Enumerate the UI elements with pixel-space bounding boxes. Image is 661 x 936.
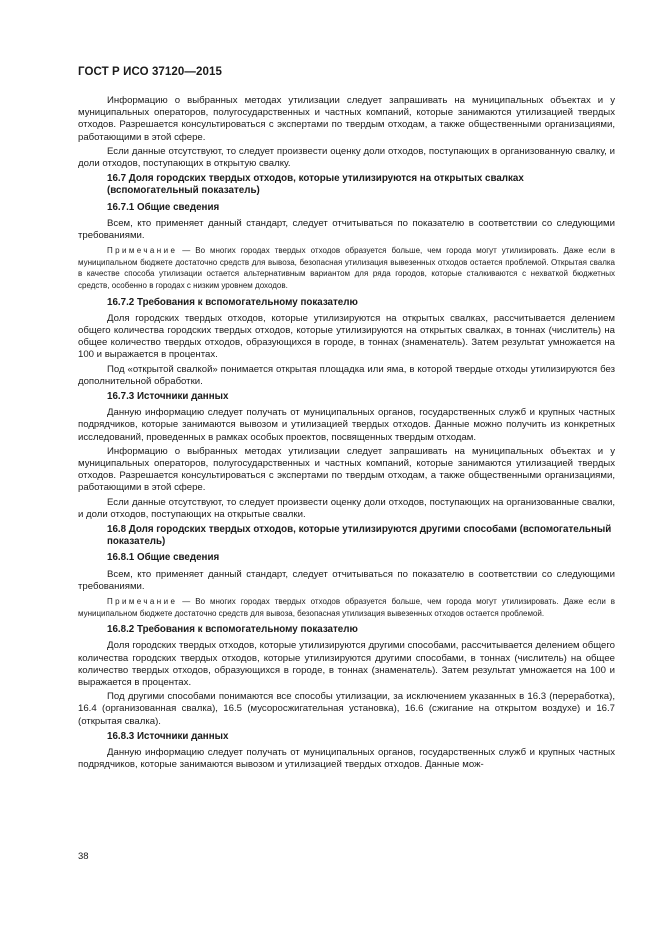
section-heading: 16.7.2 Требования к вспомогательному показателю xyxy=(107,296,358,308)
document-header: ГОСТ Р ИСО 37120—2015 xyxy=(78,66,223,78)
body-paragraph: Доля городских твердых отходов, которые утилизируются на открытых свалках, рассчитывается делением общего количества городских твердых отходов, которые утилизируются на открытых свалках, в тоннах (числитель) на общее количество твердых отходов, образующихся в городе, в тоннах (знаменатель). Затем результат умножается на 100 и выражается в процентах. xyxy=(78,312,615,361)
section-heading: 16.7.3 Источники данных xyxy=(107,391,229,403)
note-text: — Во многих городах твердых отходов образуется больше, чем города могут утилизировать. Даже если в муниципальном бюджете достаточно средств для вывоза, безопасная утилизация вывезенных отходов остается проблемой. xyxy=(78,597,615,618)
section-heading: 16.8.1 Общие сведения xyxy=(107,552,220,564)
note-label: Примечание xyxy=(107,246,178,256)
body-paragraph: Доля городских твердых отходов, которые утилизируются другими способами, рассчитывается делением общего количества городских твердых отходов, которые утилизируются другими способами, в тоннах (числитель) на общее количество твердых отходов, образующихся в городе, в тоннах (знаменатель). Затем результат умножается на 100 и выражается в процентах. xyxy=(78,640,615,689)
section-heading: 16.8 Доля городских твердых отходов, которые утилизируются другими способами (вспомогательный показатель) xyxy=(107,524,612,548)
note-paragraph xyxy=(78,596,615,619)
section-heading: 16.8.2 Требования к вспомогательному показателю xyxy=(107,624,358,636)
page-number: 38 xyxy=(78,851,89,862)
note-text: — Во многих городах твердых отходов образуется больше, чем города могут утилизировать. Даже если в муниципальном бюджете достаточно средств для вывоза, безопасная утилизация вывезенных отходов остается проблемой. Открытая свалка в качестве способа утилизации остается альтернативным вариантом для ряда городов, которые сталкиваются с нехваткой бюджетных средств, особенно в городах с низким уровнем доходов. xyxy=(78,246,615,291)
body-paragraph: Информацию о выбранных методах утилизации следует запрашивать на муниципальных объектах и у муниципальных операторов, полугосударственных и частных компаний, которые занимаются утилизацией твердых отходов. Разрешается консультироваться с экспертами по твердым отходам, а также общественными организациями, работающими в этой сфере. xyxy=(78,95,615,143)
section-heading: 16.8.3 Источники данных xyxy=(107,730,229,742)
body-paragraph: Если данные отсутствуют, то следует произвести оценку доли отходов, поступающих в организованную свалку, и доли отходов, поступающих в открытую свалку. xyxy=(78,145,615,170)
body-paragraph: Данную информацию следует получать от муниципальных органов, государственных служб и крупных частных подрядчиков, которые занимаются вывозом и утилизацией твердых отходов. Данные мож- xyxy=(78,747,615,771)
note-label: Примечание xyxy=(107,597,178,607)
section-heading: 16.7.1 Общие сведения xyxy=(107,201,220,213)
note-paragraph xyxy=(78,245,615,291)
document-body xyxy=(78,95,615,774)
body-paragraph: Если данные отсутствуют, то следует произвести оценку доли отходов, поступающих на организованные свалки, и доли отходов, поступающих на открытые свалки. xyxy=(78,496,615,520)
body-paragraph: Всем, кто применяет данный стандарт, следует отчитываться по показателю в соответствии со следующими требованиями. xyxy=(78,217,615,242)
body-paragraph: Всем, кто применяет данный стандарт, следует отчитываться по показателю в соответствии со следующими требованиями. xyxy=(78,568,615,592)
body-paragraph: Данную информацию следует получать от муниципальных органов, государственных служб и крупных частных подрядчиков, которые занимаются вывозом и утилизацией твердых отходов. Данные можно получить из конкретных исследований, проведенных в рамках особых проектов, посвященных твердым отходам. xyxy=(78,407,615,443)
section-heading: 16.7 Доля городских твердых отходов, которые утилизируются на открытых свалках (вспомогательный показатель) xyxy=(107,173,524,197)
body-paragraph: Под другими способами понимаются все способы утилизации, за исключением указанных в 16.3 (переработка), 16.4 (организованная свалка), 16.5 (мусоросжигательная установка), 16.6 (сжигание на открытом воздухе) и 16.7 (открытая свалка). xyxy=(78,691,615,727)
body-paragraph: Под «открытой свалкой» понимается открытая площадка или яма, в которой твердые отходы утилизируются без дополнительной обработки. xyxy=(78,363,615,387)
body-paragraph: Информацию о выбранных методах утилизации следует запрашивать на муниципальных объектах и у муниципальных операторов, полугосударственных и частных компаний, которые занимаются утилизацией твердых отходов. Разрешается консультироваться с экспертами по твердым отходам, а также общественными организациями, работающими в этой сфере. xyxy=(78,445,615,494)
